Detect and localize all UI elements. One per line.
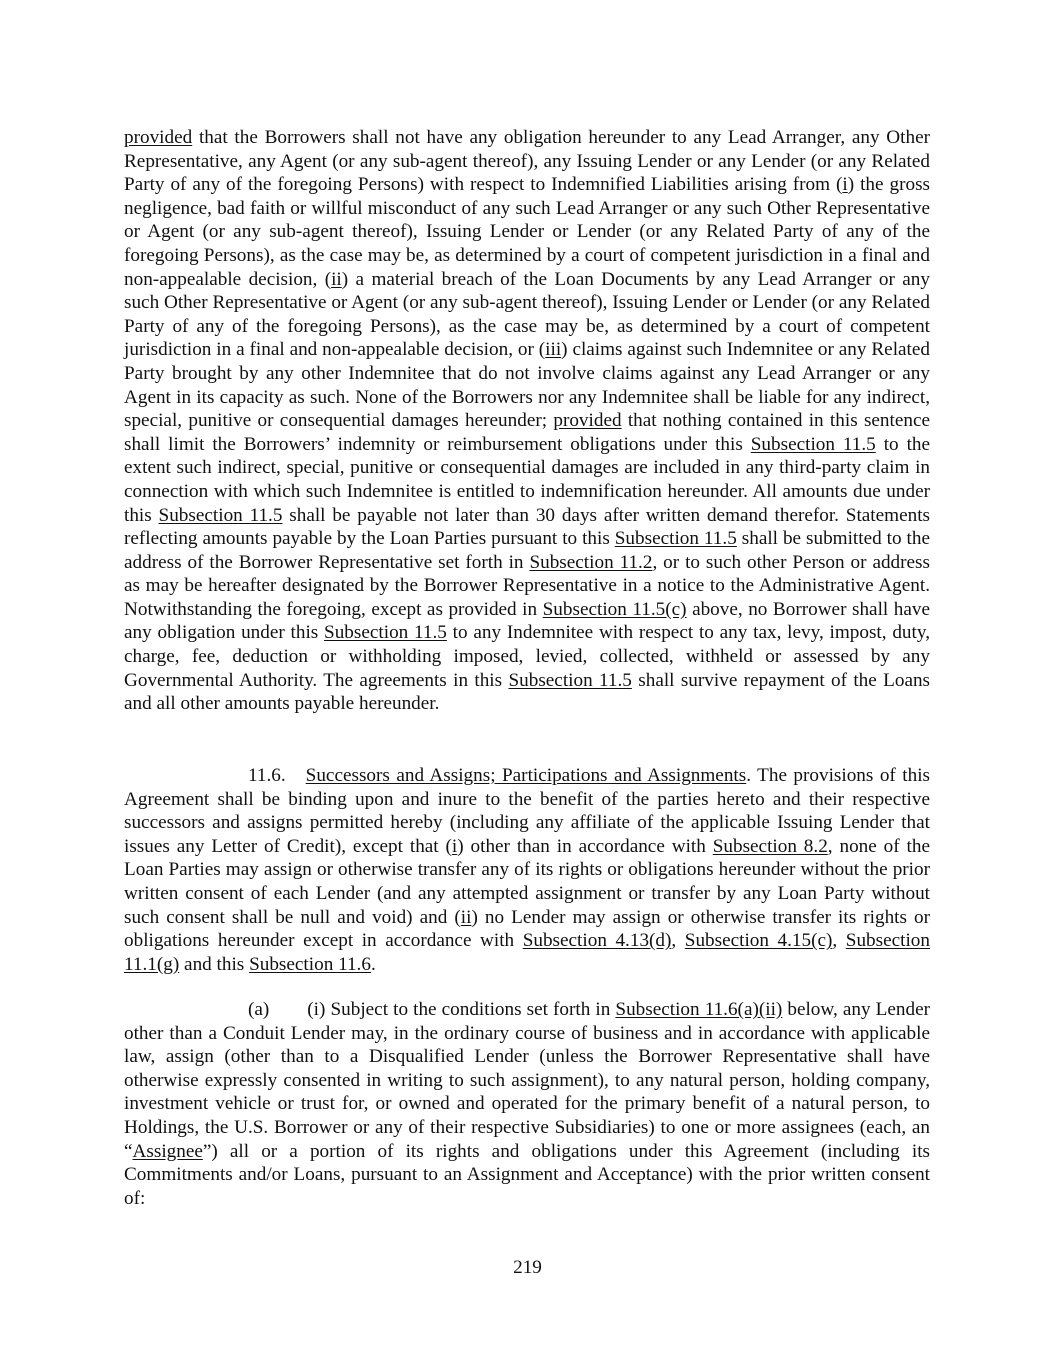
subsection-a-paragraph: (a) (i) Subject to the conditions set forth in Subsection 11.6(a)(ii) below, any Lender other than a Conduit Lender may, in the ordinary course of business and in accordance with applicable law, assign (other than to a Disqualified Lender (unless the Borrower Representative shall have otherwise expressly consented in writing to such assignment), to any natural person, holding company, investment vehicle or trust for, or owned and operated for the primary benefit of a natural person, to Holdings, the U.S. Borrower or any of their respective Subsidiaries) to one or more assignees (each, an “Assignee”) all or a portion of its rights and obligations under this Agreement (including its Commitments and/or Loans, pursuant to an Assignment and Acceptance) with the prior written consent of:: [124, 999, 930, 1209]
cross-reference: Subsection 11.5: [750, 433, 876, 455]
clause-ref: ii: [331, 268, 342, 290]
section-heading: Successors and Assigns; Participations and Assignments: [305, 765, 747, 786]
clause-ref: i: [842, 174, 848, 196]
cross-reference: Subsection 11.5: [614, 528, 737, 550]
cross-reference: Subsection 11.6(a)(ii): [615, 999, 783, 1020]
cross-reference: Subsection 11.2: [529, 551, 653, 573]
cross-reference: Subsection 11.1(g): [124, 930, 930, 975]
cross-reference: Subsection 11.6: [249, 953, 371, 975]
provided-term: provided: [553, 410, 622, 432]
provided-term: provided: [124, 127, 193, 148]
cross-reference: Subsection 11.5: [508, 669, 632, 691]
page-number: 219: [513, 1257, 542, 1278]
clause-ref: i: [451, 835, 458, 857]
paragraph-indemnity-proviso: provided that the Borrowers shall not have any obligation hereunder to any Lead Arranger, any Other Representative, any Agent (or any sub-agent thereof), any Issuing Lender or any Lender (or any Related Party of any of the foregoing Persons) with respect to Indemnified Liabilities arising from (i) the gross negligence, bad faith or willful misconduct of any such Lead Arranger or any such Other Representative or Agent (or any sub-agent thereof), Issuing Lender or Lender (or any Related Party of any of the foregoing Persons), as the case may be, as determined by a court of competent jurisdiction in a final and non-appealable decision, (ii) a material breach of the Loan Documents by any Lead Arranger or any such Other Representative or Agent (or any sub-agent thereof), Issuing Lender or Lender (or any Related Party of any of the foregoing Persons), as the case may be, as determined by a court of competent jurisdiction in a final and non-appealable decision, or (iii) claims against such Indemnitee or any Related Party brought by any other Indemnitee that do not involve claims against any Lead Arranger or any Agent in its capacity as such. None of the Borrowers nor any Indemnitee shall be liable for any indirect, special, punitive or consequential damages hereunder; provided that nothing contained in this sentence shall limit the Borrowers’ indemnity or reimbursement obligations under this Subsection 11.5 to the extent such indirect, special, punitive or consequential damages are included in any third-party claim in connection with which such Indemnitee is entitled to indemnification hereunder. All amounts due under this Subsection 11.5 shall be payable not later than 30 days after written demand therefor. Statements reflecting amounts payable by the Loan Parties pursuant to this Subsection 11.5 shall be submitted to the address of the Borrower Representative set forth in Subsection 11.2, or to such other Person or address as may be hereafter designated by the Borrower Representative in a notice to the Administrative Agent. Notwithstanding the foregoing, except as provided in Subsection 11.5(c) above, no Borrower shall have any obligation under this Subsection 11.5 to any Indemnitee with respect to any tax, levy, impost, duty, charge, fee, deduction or withholding imposed, levied, collected, withheld or assessed by any Governmental Authority. The agreements in this Subsection 11.5 shall survive repayment of the Loans and all other amounts payable hereunder.: [124, 127, 931, 715]
cross-reference: Subsection 8.2: [712, 835, 828, 857]
section-number: 11.6.: [248, 765, 286, 786]
clause-ref: iii: [545, 339, 562, 361]
cross-reference: Subsection 4.15(c): [684, 930, 833, 952]
cross-reference: Subsection 4.13(d): [522, 930, 672, 952]
cross-reference: Subsection 11.5: [158, 504, 283, 526]
section-11-6-paragraph: 11.6. Successors and Assigns; Participations and Assignments. The provisions of this Agreement shall be binding upon and inure to the benefit of the parties hereto and their respective successors and assigns permitted hereby (including any affiliate of the applicable Issuing Lender that issues any Letter of Credit), except that (i) other than in accordance with Subsection 8.2, none of the Loan Parties may assign or otherwise transfer any of its rights or obligations hereunder without the prior written consent of each Lender (and any attempted assignment or transfer by any Loan Party without such consent shall be null and void) and (ii) no Lender may assign or otherwise transfer its rights or obligations hereunder except in accordance with Subsection 4.13(d), Subsection 4.15(c), Subsection 11.1(g) and this Subsection 11.6.: [124, 765, 931, 975]
defined-term-assignee: Assignee: [132, 1140, 203, 1162]
subsection-label: (a): [248, 999, 270, 1020]
cross-reference: Subsection 11.5: [324, 622, 447, 644]
cross-reference: Subsection 11.5(c): [542, 598, 687, 620]
clause-ref: ii: [460, 906, 472, 928]
